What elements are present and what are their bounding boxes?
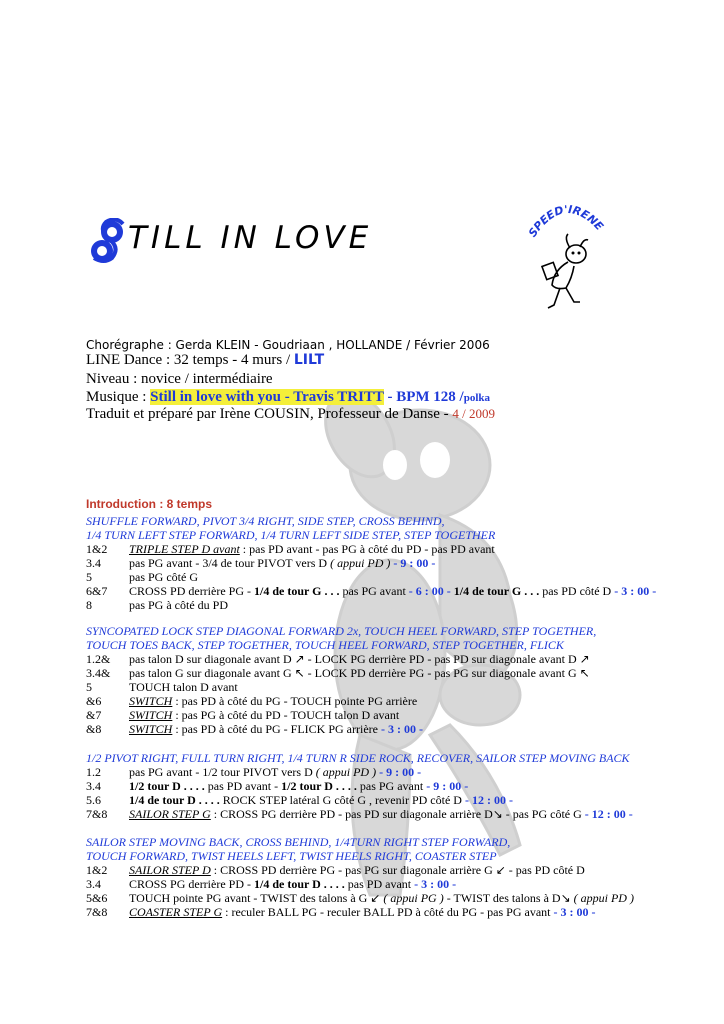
step-count: 1.2: [86, 765, 101, 779]
step-description: [129, 905, 595, 920]
section-title: SAILOR STEP MOVING BACK, CROSS BEHIND, 1/4TURN RIGHT STEP FORWARD,: [86, 835, 511, 849]
title-initial-s-logo: [88, 218, 128, 264]
step-text: 1/4 de tour D . . . .: [254, 877, 345, 891]
step-text: SAILOR STEP G: [129, 807, 211, 821]
step-text: - 12 : 00 -: [464, 793, 513, 807]
step-count: 1&2: [86, 863, 108, 877]
step-text: SAILOR STEP D: [129, 863, 211, 877]
section-title: 1/4 TURN LEFT STEP FORWARD, 1/4 TURN LEFT SIDE STEP, STEP TOGETHER: [86, 528, 496, 542]
step-text: 1/2 tour D . . . .: [129, 779, 205, 793]
step-text: ( appui PD ): [573, 891, 634, 905]
step-description: [129, 542, 495, 557]
step-text: SWITCH: [129, 722, 173, 736]
step-text: : pas PD à côté du PG - FLICK PG arrière: [172, 722, 381, 736]
step-text: - 3 : 00 -: [614, 584, 657, 598]
step-count: 6&7: [86, 584, 108, 598]
step-text: TRIPLE STEP D avant: [129, 542, 240, 556]
step-description: [129, 556, 435, 571]
step-description: [129, 652, 590, 667]
step-count: 7&8: [86, 807, 108, 821]
step-description: [129, 863, 585, 878]
step-text: : reculer BALL PG - reculer BALL PD à côté du PG - pas PG avant: [222, 905, 554, 919]
music-rhythm: polka: [463, 392, 490, 404]
step-text: pas PG avant - 1/2 tour PIVOT vers D: [129, 765, 316, 779]
step-count: 7&8: [86, 905, 108, 919]
music-bpm: - BPM 128 /: [383, 389, 464, 405]
step-description: [129, 807, 633, 822]
step-count: 8: [86, 598, 92, 612]
step-text: ( appui PG ): [383, 891, 444, 905]
step-text: : CROSS PD derrière PG - pas PG sur diagonale arrière G ↙ - pas PD côté D: [210, 863, 585, 877]
step-text: 1/2 tour D . . . .: [281, 779, 357, 793]
dance-style: LILT: [293, 352, 325, 368]
section-title: TOUCH FORWARD, TWIST HEELS LEFT, TWIST HEELS RIGHT, COASTER STEP: [86, 849, 497, 863]
step-count: &8: [86, 722, 102, 736]
step-count: &6: [86, 694, 102, 708]
level-info: Niveau : novice / intermédiaire: [86, 371, 273, 387]
section-title: SHUFFLE FORWARD, PIVOT 3/4 RIGHT, SIDE STEP, CROSS BEHIND,: [86, 514, 445, 528]
step-description: [129, 793, 513, 808]
step-text: - 3 : 00 -: [553, 905, 596, 919]
step-text: : pas PD avant - pas PG à côté du PD - pas PD avant: [239, 542, 495, 556]
step-count: 3.4: [86, 556, 101, 570]
step-description: [129, 779, 468, 794]
step-description: [129, 708, 399, 723]
step-text: pas talon G sur diagonale avant G ↖ - LOCK PD derrière PG - pas PG sur diagonale avant G ↖: [129, 666, 590, 680]
step-text: - 9 : 00 -: [376, 765, 422, 779]
step-description: [129, 666, 590, 681]
step-text: CROSS PG derrière PD -: [129, 877, 254, 891]
translator-text: Traduit et préparé par Irène COUSIN, Professeur de Danse -: [86, 406, 449, 422]
step-count: &7: [86, 708, 102, 722]
introduction-count: Introduction : 8 temps: [86, 497, 212, 511]
step-text: pas PG avant: [356, 779, 427, 793]
choreographer-line: Chorégraphe : Gerda KLEIN - Goudriaan , HOLLANDE / Février 2006: [86, 338, 490, 352]
step-description: [129, 680, 238, 695]
step-count: 3.4: [86, 779, 101, 793]
step-text: : CROSS PG derrière PD - pas PD sur diagonale arrière D↘ - pas PG côté G: [210, 807, 585, 821]
step-count: 5&6: [86, 891, 108, 905]
step-text: TOUCH pointe PG avant - TWIST des talons à G ↙: [129, 891, 384, 905]
section-title: TOUCH TOES BACK, STEP TOGETHER, TOUCH HEEL FORWARD, STEP TOGETHER, FLICK: [86, 638, 564, 652]
step-text: pas PD avant: [344, 877, 415, 891]
step-description: [129, 570, 198, 585]
section-title: SYNCOPATED LOCK STEP DIAGONAL FORWARD 2x, TOUCH HEEL FORWARD, STEP TOGETHER,: [86, 624, 597, 638]
step-text: pas PD côté D: [539, 584, 615, 598]
translator-info: [86, 406, 495, 423]
step-text: SWITCH: [129, 708, 173, 722]
step-count: 1.2&: [86, 652, 111, 666]
step-description: [129, 598, 228, 613]
step-count: 3.4: [86, 877, 101, 891]
svg-text:SPEED'IRENE: SPEED'IRENE: [525, 203, 606, 240]
step-text: - 3 : 00 -: [380, 722, 423, 736]
step-text: - 9 : 00 -: [390, 556, 436, 570]
music-info: [86, 389, 490, 406]
step-text: - TWIST des talons à D↘: [443, 891, 574, 905]
step-count: 3.4&: [86, 666, 111, 680]
dance-title-text: TILL IN LOVE: [128, 220, 373, 256]
step-text: pas PG avant - 3/4 de tour PIVOT vers D: [129, 556, 331, 570]
step-count: 5: [86, 680, 92, 694]
step-description: [129, 765, 421, 780]
step-text: pas PD avant -: [204, 779, 282, 793]
step-text: ROCK STEP latéral G côté G , revenir PD côté D: [219, 793, 465, 807]
step-count: 5: [86, 570, 92, 584]
step-text: TOUCH talon D avant: [129, 680, 238, 694]
step-text: pas PG avant: [339, 584, 409, 598]
step-text: pas talon D sur diagonale avant D ↗ - LOCK PG derrière PD - pas PD sur diagonale avant D ↗: [129, 652, 590, 666]
step-text: CROSS PD derrière PG -: [129, 584, 254, 598]
step-text: 1/4 de tour D . . . .: [129, 793, 220, 807]
speedirene-logo: [524, 190, 614, 315]
step-description: [129, 722, 423, 737]
step-text: ( appui PD ): [315, 765, 377, 779]
step-text: pas PG à côté du PD: [129, 598, 228, 612]
step-text: - 9 : 00 -: [426, 779, 469, 793]
step-text: : pas PG à côté du PD - TOUCH talon D avant: [172, 708, 400, 722]
step-text: 1/4 de tour G . . .: [450, 584, 540, 598]
step-description: [129, 877, 456, 892]
music-label: Musique :: [86, 389, 147, 405]
step-count: 5.6: [86, 793, 101, 807]
line-dance-info: [86, 352, 324, 369]
music-title: Still in love with you - Travis TRITT: [150, 389, 384, 405]
step-description: [129, 584, 656, 599]
step-text: 1/4 de tour G . . .: [254, 584, 340, 598]
step-text: - 3 : 00 -: [414, 877, 457, 891]
step-text: pas PG côté G: [129, 570, 198, 584]
step-text: - 6 : 00 -: [408, 584, 451, 598]
step-text: ( appui PD ): [330, 556, 391, 570]
step-description: [129, 694, 417, 709]
step-text: : pas PD à côté du PG - TOUCH pointe PG arrière: [172, 694, 418, 708]
step-text: COASTER STEP G: [129, 905, 223, 919]
step-text: - 12 : 00 -: [584, 807, 633, 821]
line-dance-text: LINE Dance : 32 temps - 4 murs /: [86, 352, 291, 368]
step-count: 1&2: [86, 542, 108, 556]
translator-date: 4 / 2009: [452, 406, 496, 421]
step-text: SWITCH: [129, 694, 173, 708]
step-description: [129, 891, 634, 906]
section-title: 1/2 PIVOT RIGHT, FULL TURN RIGHT, 1/4 TURN R SIDE ROCK, RECOVER, SAILOR STEP MOVING BACK: [86, 751, 630, 765]
